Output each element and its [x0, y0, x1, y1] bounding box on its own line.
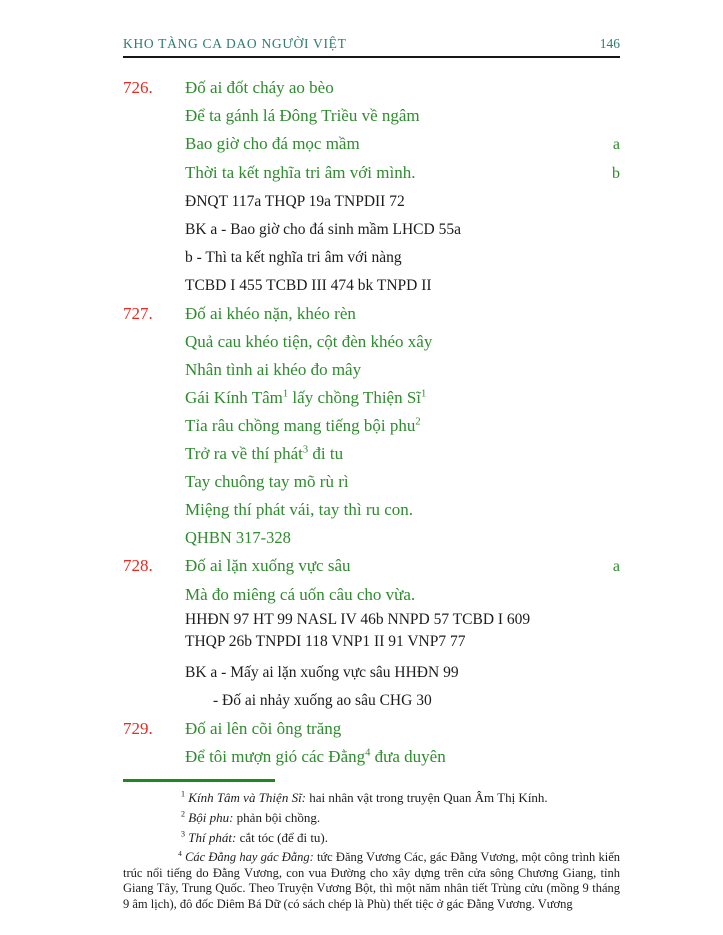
source-ref-group — [185, 609, 620, 653]
source-ref-line: b - Thì ta kết nghĩa tri âm với nàng — [185, 249, 402, 266]
source-ref-line: BK a - Mấy ai lặn xuống vực sâu HHĐN 99 — [185, 664, 459, 681]
verse-line — [185, 552, 620, 581]
verse-text: Để tôi mượn gió các Đằng$^4$ đưa duyên — [185, 747, 446, 766]
footnote-term: Bội phu: — [188, 810, 234, 825]
footnote-text: phản bội chồng. — [236, 810, 321, 825]
verse-entry — [123, 300, 620, 552]
verse-line — [185, 715, 620, 743]
verse-entry — [123, 74, 620, 300]
verse-line — [185, 496, 620, 524]
verse-text: Nhân tình ai khéo đo mây — [185, 360, 362, 379]
green-citation-line: QHBN 317-328 — [185, 528, 291, 547]
footnote — [123, 850, 620, 912]
footnotes — [123, 788, 620, 912]
verse-text: Quả cau khéo tiện, cột đèn khéo xây — [185, 332, 433, 351]
verse-text: Gái Kính Tâm$^1$ lấy chồng Thiện $Sĩ^1$ — [185, 388, 427, 407]
verse-entry — [123, 552, 620, 715]
verse-entry — [123, 715, 620, 771]
superscript-footnote-ref: 1 — [282, 388, 289, 400]
footnote — [123, 788, 620, 808]
verse-text: Đố ai đốt cháy ao bèo — [185, 78, 334, 97]
source-ref-line: TCBD I 455 TCBD III 474 bk TNPD II — [185, 277, 432, 294]
entry-number: 729. — [123, 719, 153, 738]
variant-marker: a — [612, 136, 620, 153]
verse-text: Để ta gánh lá Đông Triều về ngâm — [185, 106, 420, 125]
variant-marker: a — [612, 558, 620, 575]
variant-marker: b — [612, 165, 620, 182]
book-title: KHO TÀNG CA DAO NGƯỜI VIỆT — [123, 36, 347, 51]
footnote-term: Các Đằng hay gác Đằng: — [185, 850, 314, 864]
footnote-marker: 2 — [181, 809, 186, 819]
verse-line — [185, 102, 620, 130]
verse-line — [185, 74, 620, 102]
footnote-text: hai nhân vật trong truyện Quan Âm Thị Kính. — [309, 790, 548, 805]
verse-line — [185, 412, 620, 440]
source-ref-line: ĐNQT 117a THQP 19a TNPDII 72 — [185, 193, 405, 210]
footnote-text: tức Đăng Vương Các, gác Đằng Vương, một công trình kiến trúc nổi tiếng do Đằng Vương, con vua Đường cho xây dựng trên cửa sông Chương Giang, tỉnh Giang Tây, Trung Quốc. Theo Truyện Vương Bột, thì một năm nhân tiết Trùng cửu (mồng 9 tháng 9 âm lịch), đô đốc Diêm Bá Dữ (có sách chép là Phù) thết tiệc ở gác Đằng Vương. Vương — [123, 850, 620, 911]
source-ref-line: THQP 26b TNPDI 118 VNP1 II 91 VNP7 77 — [185, 633, 466, 650]
page-content — [123, 36, 620, 912]
entry-number: 726. — [123, 78, 153, 97]
footnote-separator — [123, 779, 275, 782]
footnote-marker: 4 — [178, 848, 182, 858]
verse-text: Miệng thí phát vái, tay thì ru con. — [185, 500, 414, 519]
source-ref-line: BK a - Bao giờ cho đá sinh mầm LHCD 55a — [185, 221, 461, 238]
footnote-text: cắt tóc (để đi tu). — [239, 830, 329, 845]
verse-text: Đố ai khéo nặn, khéo rèn — [185, 304, 356, 323]
verse-text: Mà đo miêng cá uốn câu cho vừa. — [185, 585, 416, 604]
page-number: 146 — [599, 36, 620, 51]
source-ref-line-indented: - Đố ai nhảy xuống ao sâu CHG 30 — [213, 692, 432, 709]
footnote-term: Thí phát: — [188, 830, 237, 845]
verse-line — [185, 440, 620, 468]
verse-text: Đố ai lặn xuống vực sâu — [185, 556, 351, 575]
verse-text: Trở ra về thí phát$^3$ đi tu — [185, 444, 344, 463]
verse-text: Bao giờ cho đá mọc mầm — [185, 134, 360, 153]
footnote-marker: 3 — [181, 829, 186, 839]
verse-line — [185, 159, 620, 188]
entry-number: 727. — [123, 304, 153, 323]
source-ref-line: HHĐN 97 HT 99 NASL IV 46b NNPD 57 TCBD I 609 — [185, 611, 531, 628]
verse-line — [185, 300, 620, 328]
footnote-term: Kính Tâm và Thiện Sĩ: — [188, 790, 307, 805]
verse-line — [185, 130, 620, 159]
superscript-footnote-ref: 4 — [365, 747, 371, 759]
running-header — [123, 36, 620, 58]
verse-text: Thời ta kết nghĩa tri âm với mình. — [185, 163, 416, 182]
verse-line — [185, 468, 620, 496]
entry-number: 728. — [123, 556, 153, 575]
verse-line — [185, 384, 620, 412]
footnote — [123, 828, 620, 848]
superscript-footnote-ref: 2 — [415, 416, 421, 428]
verse-text: Tỉa râu chồng mang tiếng bội phu$^2$ — [185, 416, 421, 435]
superscript-footnote-ref: 3 — [302, 444, 309, 456]
verse-line — [185, 743, 620, 771]
superscript-footnote-ref: 1 — [421, 388, 427, 400]
verse-line — [185, 581, 620, 609]
verse-text: Đố ai lên cõi ông trăng — [185, 719, 342, 738]
verse-line — [185, 356, 620, 384]
verse-text: Tay chuông tay mõ rù rì — [185, 472, 349, 491]
verse-line — [185, 328, 620, 356]
footnote-marker: 1 — [181, 789, 186, 799]
footnote — [123, 808, 620, 828]
entries — [123, 74, 620, 771]
